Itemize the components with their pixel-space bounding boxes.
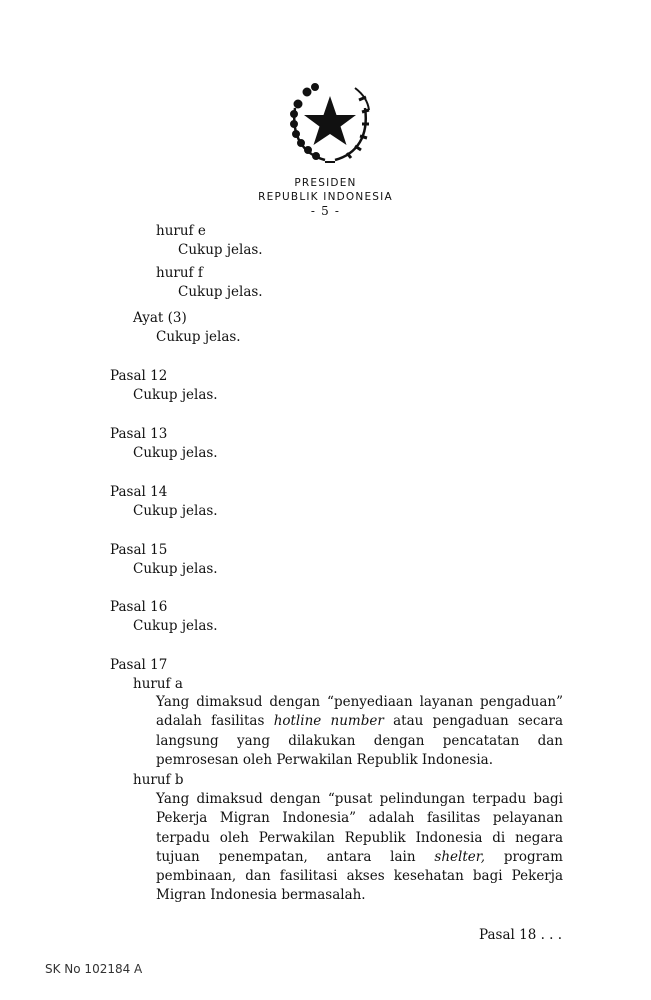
pasal-12-heading: Pasal 12	[110, 368, 168, 384]
pasal-12-text: Cukup jelas.	[133, 387, 218, 403]
ayat-3-text: Cukup jelas.	[156, 329, 241, 345]
pasal-16-heading: Pasal 16	[110, 599, 168, 615]
huruf-e-label: huruf e	[156, 223, 206, 239]
pasal-14-text: Cukup jelas.	[133, 503, 218, 519]
pasal-17-heading: Pasal 17	[110, 657, 168, 673]
pasal-16-text: Cukup jelas.	[133, 618, 218, 634]
page-number: - 5 -	[310, 204, 341, 218]
huruf-e-text: Cukup jelas.	[178, 242, 263, 258]
huruf-f-text: Cukup jelas.	[178, 284, 263, 300]
pasal-13-heading: Pasal 13	[110, 426, 168, 442]
pasal-15-heading: Pasal 15	[110, 542, 168, 558]
document-code: SK No 102184 A	[45, 962, 143, 976]
huruf-b-label: huruf b	[133, 772, 184, 788]
presidential-emblem-icon	[285, 78, 375, 168]
huruf-f-label: huruf f	[156, 265, 203, 281]
pasal-14-heading: Pasal 14	[110, 484, 168, 500]
huruf-a-label: huruf a	[133, 676, 183, 692]
huruf-b-paragraph: Yang dimaksud dengan “pusat pelindungan terpadu bagi Pekerja Migran Indonesia” adalah fasilitas pelayanan terpadu oleh Perwakilan Republik Indonesia di negara tujuan penempatan, antara lain shelter, program pembinaan, dan fasilitasi akses kesehatan bagi Pekerja Migran Indonesia bermasalah.	[156, 791, 563, 904]
huruf-a-paragraph: Yang dimaksud dengan “penyediaan layanan pengaduan” adalah fasilitas hotline number atau pengaduan secara langsung yang dilakukan dengan pencatatan dan pemrosesan oleh Perwakilan Republik Indonesia.	[156, 694, 563, 768]
header-subtitle: REPUBLIK INDONESIA	[258, 191, 393, 203]
next-page-reference: Pasal 18 . . .	[479, 927, 563, 943]
pasal-15-text: Cukup jelas.	[133, 561, 218, 577]
pasal-13-text: Cukup jelas.	[133, 445, 218, 461]
header-title: PRESIDEN	[294, 177, 357, 189]
ayat-3-label: Ayat (3)	[133, 310, 187, 326]
